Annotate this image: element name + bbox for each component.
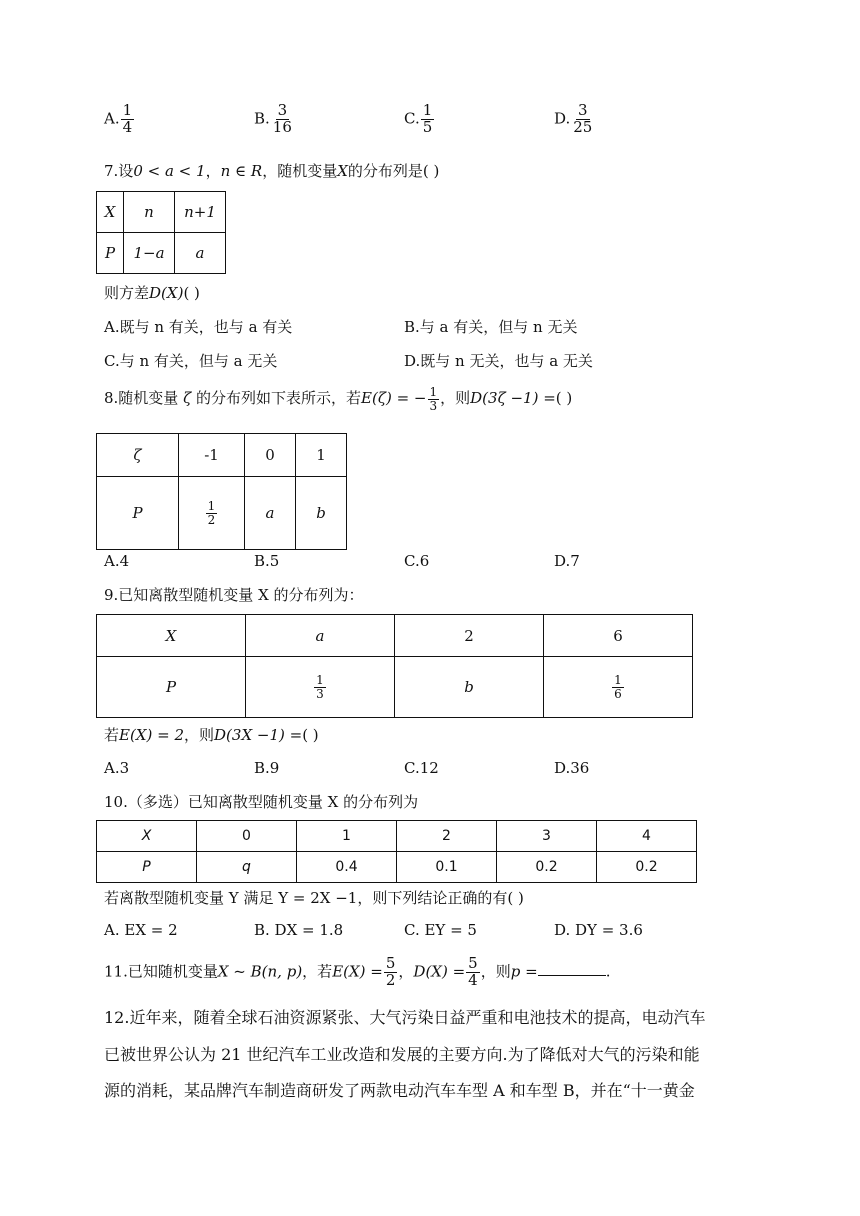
q10-option-b: B. DX = 1.8 bbox=[254, 921, 344, 939]
q8-option-d: D.7 bbox=[554, 552, 580, 570]
q6-option-c: C. $\frac{1}{5}$ bbox=[404, 101, 433, 136]
q7-question: 则方差D(X)( ) bbox=[104, 284, 200, 302]
q8-stem: 8.随机变量 ζ 的分布列如下表所示，若E(ζ) = − $\frac{1}{3}$ ，则D(3ζ −1) =( ) bbox=[104, 385, 573, 413]
q12-line-3: 源的消耗，某品牌汽车制造商研发了两款电动汽车车型 A 和车型 B，并在“十一黄金 bbox=[104, 1081, 695, 1100]
q10-table: X 0 1 2 3 4 P q 0.4 0.1 0.2 0.2 bbox=[96, 820, 697, 883]
q11-stem: 11.已知随机变量X ~ B(n, p)，若E(X) = $\frac{5}{2}$ ，D(X) = $\frac{5}{4}$ ，则p = . bbox=[104, 954, 611, 989]
q7-stem: 7.设0 < a < 1，n ∈ R，随机变量X的分布列是( ) bbox=[104, 162, 440, 180]
q9-option-c: C.12 bbox=[404, 759, 439, 777]
q7-option-a: A.既与 n 有关，也与 a 有关 bbox=[104, 318, 293, 336]
q9-stem: 9.已知离散型随机变量 X 的分布列为： bbox=[104, 586, 364, 604]
q9-option-d: D.36 bbox=[554, 759, 590, 777]
fraction: $\frac{5}{4}$ bbox=[468, 954, 478, 989]
fraction: $\frac{3}{25}$ bbox=[573, 101, 593, 136]
fraction: $\frac{1}{2}$ bbox=[207, 498, 216, 527]
q9-condition: 若E(X) = 2，则D(3X −1) =( ) bbox=[104, 726, 319, 744]
q9-table: X a 2 6 P $\frac{1}{3}$ b $\frac{1}{6}$ bbox=[96, 614, 693, 718]
fraction: $\frac{1}{5}$ bbox=[422, 101, 433, 136]
fraction: $\frac{1}{3}$ bbox=[316, 672, 324, 701]
q6-option-b: B. $\frac{3}{16}$ bbox=[254, 101, 292, 136]
q6-option-a: A. $\frac{1}{4}$ bbox=[104, 101, 133, 136]
q12-line-1: 12.近年来，随着全球石油资源紧张、大气污染日益严重和电池技术的提高，电动汽车 bbox=[104, 1008, 706, 1027]
q8-option-c: C.6 bbox=[404, 552, 430, 570]
q7-option-b: B.与 a 有关，但与 n 无关 bbox=[404, 318, 578, 336]
answer-blank[interactable] bbox=[538, 961, 606, 976]
q8-option-b: B.5 bbox=[254, 552, 280, 570]
q7-table: X n n+1 P 1−a a bbox=[96, 191, 226, 274]
fraction: $\frac{5}{2}$ bbox=[385, 954, 396, 989]
fraction: $\frac{1}{6}$ bbox=[614, 672, 622, 701]
fraction: $\frac{3}{16}$ bbox=[272, 101, 292, 136]
q6-option-d: D. $\frac{3}{25}$ bbox=[554, 101, 593, 136]
q10-option-a: A. EX = 2 bbox=[104, 921, 178, 939]
q9-option-a: A.3 bbox=[104, 759, 130, 777]
q12-line-2: 已被世界公认为 21 世纪汽车工业改造和发展的主要方向.为了降低对大气的污染和能 bbox=[104, 1045, 700, 1064]
q10-condition: 若离散型随机变量 Y 满足 Y = 2X −1，则下列结论正确的有( ) bbox=[104, 889, 524, 907]
q7-option-d: D.既与 n 无关，也与 a 无关 bbox=[404, 352, 593, 370]
fraction: $\frac{1}{3}$ bbox=[429, 385, 438, 413]
q10-option-c: C. EY = 5 bbox=[404, 921, 477, 939]
q8-option-a: A.4 bbox=[104, 552, 130, 570]
q7-option-c: C.与 n 有关，但与 a 无关 bbox=[104, 352, 278, 370]
q10-option-d: D. DY = 3.6 bbox=[554, 921, 643, 939]
q10-stem: 10.（多选）已知离散型随机变量 X 的分布列为 bbox=[104, 793, 419, 811]
fraction: $\frac{1}{4}$ bbox=[122, 101, 133, 136]
q8-table: ζ -1 0 1 P $\frac{1}{2}$ a b bbox=[96, 433, 347, 550]
q9-option-b: B.9 bbox=[254, 759, 280, 777]
